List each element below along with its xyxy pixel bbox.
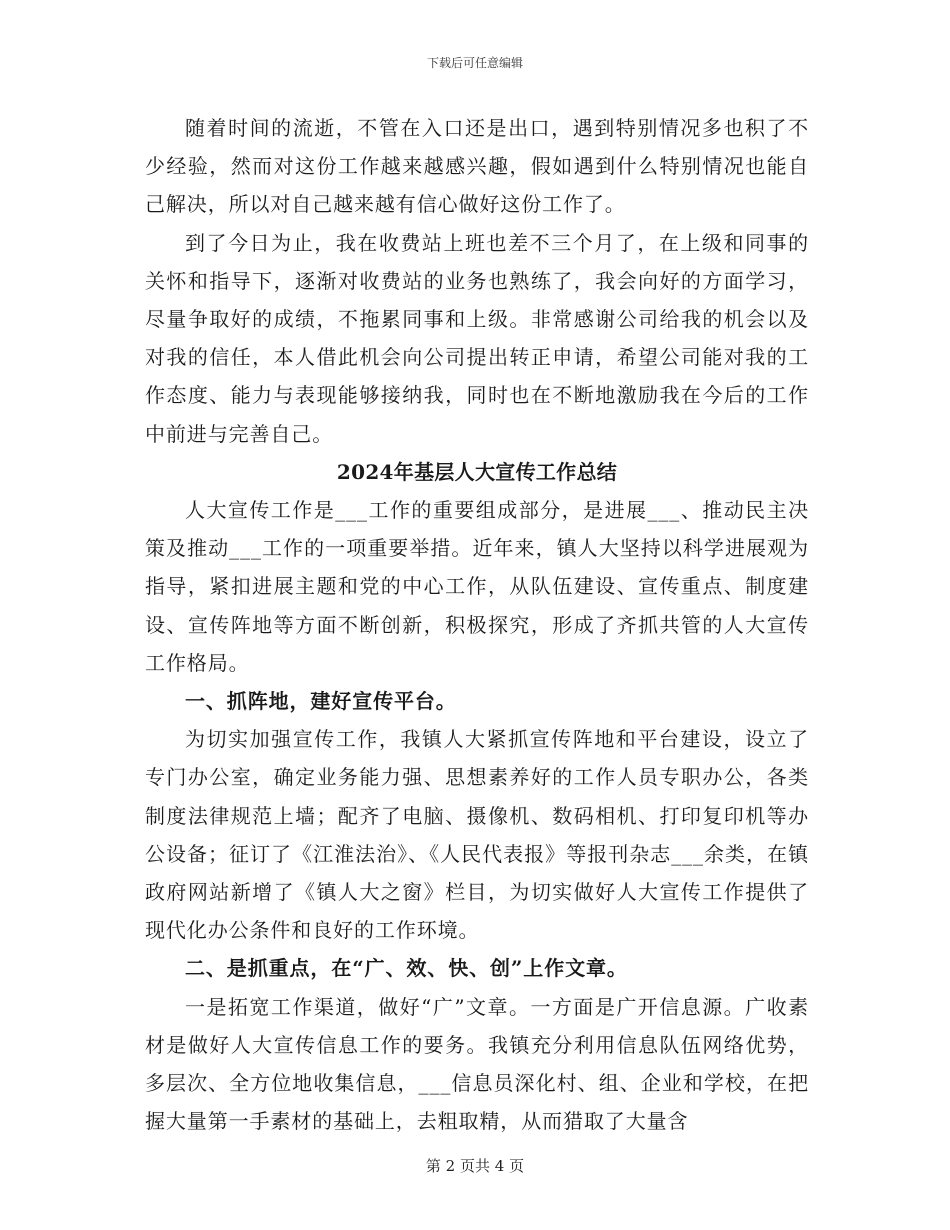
paragraph-probation-request: 到了今日为止，我在收费站上班也差不三个月了，在上级和同事的关怀和指导下，逐渐对收费站的业务也熟练了，我会向好的方面学习，尽量争取好的成绩，不拖累同事和上级。非常感谢公司给我的机会以及对我的信任，本人借此机会向公司提出转正申请，希望公司能对我的工作态度、能力与表现能够接纳我，同时也在不断地激励我在今后的工作中前进与完善自己。 xyxy=(145,230,809,446)
paragraph-platform: 为切实加强宣传工作，我镇人大紧抓宣传阵地和平台建设，设立了专门办公室，确定业务能力强、思想素养好的工作人员专职办公，各类制度法律规范上墙；配齐了电脑、摄像机、数码相机、打印复印机等办公设备；征订了《江淮法治》、《人民代表报》等报刊杂志___余类，在镇政府网站新增了《镇人大之窗》栏目，为切实做好人大宣传工作提供了现代化办公条件和良好的工作环境。 xyxy=(145,727,809,943)
section-title: 2024年基层人大宣传工作总结 xyxy=(336,459,618,484)
paragraph-intro: 人大宣传工作是___工作的重要组成部分，是进展___、推动民主决策及推动___工作的一项重要举措。近年来，镇人大坚持以科学进展观为指导，紧扣进展主题和党的中心工作，从队伍建设、宣传重点、制度建设、宣传阵地等方面不断创新，积极探究，形成了齐抓共管的人大宣传工作格局。 xyxy=(145,498,809,675)
document-body xyxy=(145,109,809,1140)
heading-platform: 一、抓阵地，建好宣传平台。 xyxy=(185,689,457,714)
heading-focus: 二、是抓重点，在“广、效、快、创”上作文章。 xyxy=(185,956,628,981)
paragraph-channels: 一是拓宽工作渠道，做好“广”文章。一方面是广开信息源。广收素材是做好人大宣传信息工作的要务。我镇充分利用信息队伍网络优势，多层次、全方位地收集信息，___信息员深化村、组、企业和学校，在把握大量第一手素材的基础上，去粗取精，从而猎取了大量含 xyxy=(145,994,809,1134)
paragraph-experience: 随着时间的流逝，不管在入口还是出口，遇到特别情况多也积了不少经验，然而对这份工作越来越感兴趣，假如遇到什么特别情况也能自己解决，所以对自己越来越有信心做好这份工作了。 xyxy=(145,116,809,217)
page-footer: 第 2 页共 4 页 xyxy=(425,1157,525,1175)
page-header: 下载后可任意编辑 xyxy=(426,56,523,70)
